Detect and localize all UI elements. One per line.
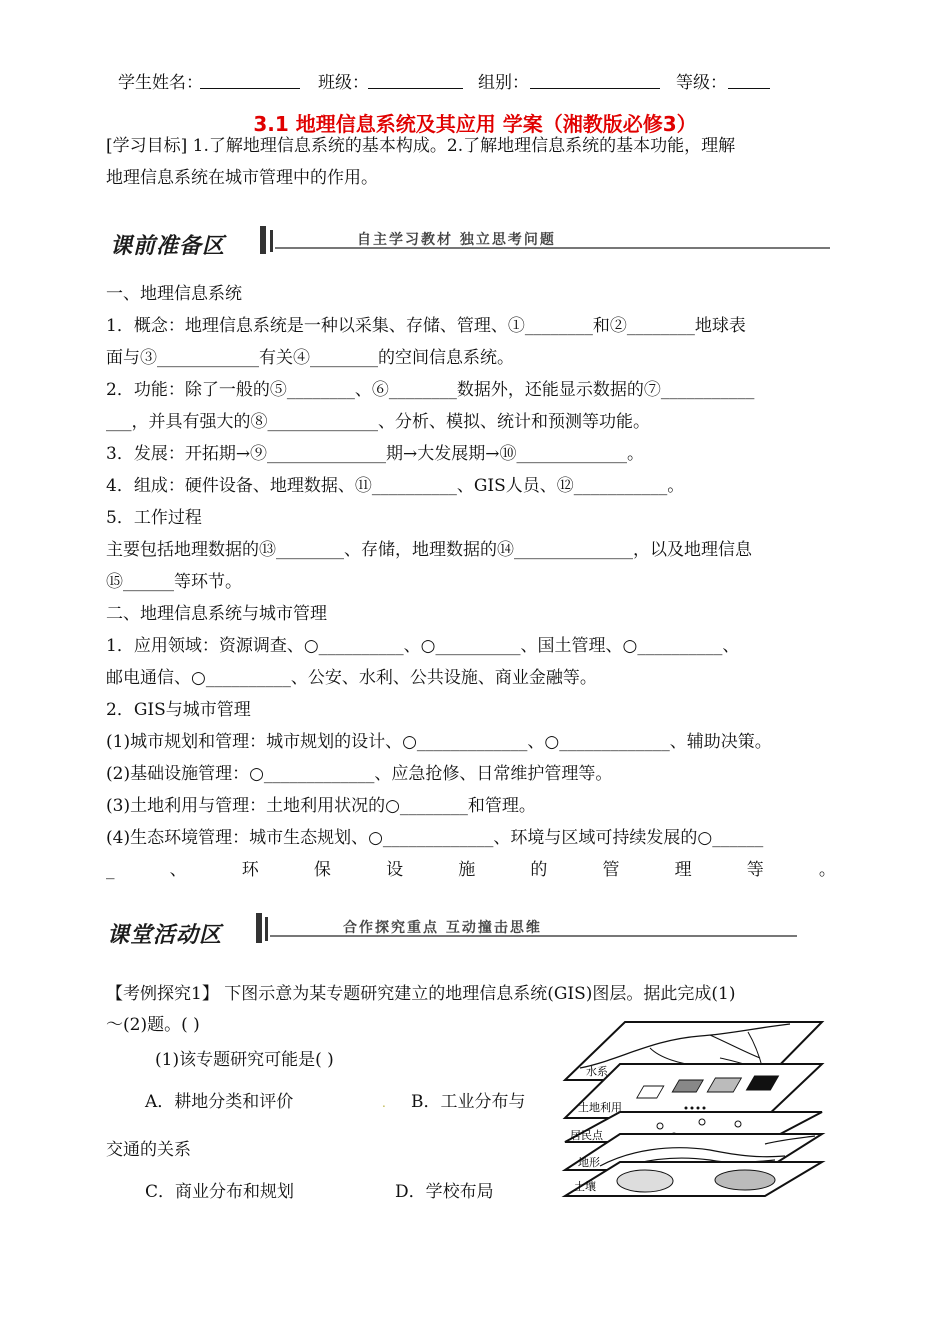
layer-label: 土地利用	[578, 1101, 622, 1114]
banner-title: 课堂活动区	[107, 923, 223, 948]
justified-char: 的	[530, 860, 548, 880]
option-b-continued: 交通的关系	[106, 1140, 191, 1160]
banner-subtitle: 自主学习教材 独立思考问题	[357, 232, 556, 248]
part1-line-8: 主要包括地理数据的⑬________、存储，地理数据的⑭______________，以及地理信息	[106, 540, 752, 560]
banner-divider	[256, 913, 262, 943]
class-label: 班级：	[318, 73, 369, 93]
justified-char: 设	[386, 860, 404, 880]
banner-divider	[260, 226, 266, 254]
justified-char: 保	[313, 860, 331, 880]
part2-line-8	[106, 860, 836, 880]
part1-heading: 一、地理信息系统	[106, 284, 242, 304]
layer-label: 土壤	[574, 1180, 596, 1193]
option-b-marker: .	[382, 1096, 386, 1110]
banner-subtitle: 合作探究重点 互动撞击思维	[343, 920, 542, 936]
justified-char: 、	[169, 860, 187, 880]
justified-char: 环	[241, 860, 259, 880]
objectives-line-2: 地理信息系统在城市管理中的作用。	[106, 168, 378, 188]
student-name-label: 学生姓名：	[118, 73, 203, 93]
part2-line-7: (4)生态环境管理：城市生态规划、○_____________、环境与区域可持续发展的○______	[106, 828, 764, 848]
part2-line-1: 1．应用领域：资源调查、○__________、○__________、国土管理、○__________、	[106, 636, 740, 656]
banner-divider-thin	[270, 230, 273, 252]
question-1: (1)该专题研究可能是( )	[155, 1050, 334, 1070]
justified-char: 等	[746, 860, 764, 880]
layer-label: 地形	[578, 1156, 600, 1169]
grade-label: 等级：	[676, 73, 727, 93]
part1-line-9: ⑮______等环节。	[106, 572, 242, 592]
part2-line-3: 2．GIS与城市管理	[106, 700, 251, 720]
page-title: 3.1 地理信息系统及其应用 学案（湘教版必修3）	[253, 112, 697, 136]
justified-char: 管	[602, 860, 620, 880]
part2-line-4: (1)城市规划和管理：城市规划的设计、○_____________、○_____________、辅助决策。	[106, 732, 772, 752]
banner-title: 课前准备区	[110, 234, 226, 259]
layer-label: 居民点	[570, 1129, 603, 1142]
group-blank	[530, 88, 660, 89]
option-a: A．耕地分类和评价	[145, 1092, 294, 1112]
part1-line-6: 4．组成：硬件设备、地理数据、⑪__________、GIS人员、⑫___________。	[106, 476, 685, 496]
part1-line-3: 2．功能：除了一般的⑤________、⑥________数据外，还能显示数据的⑦___________	[106, 380, 755, 400]
part2-line-6: (3)土地利用与管理：土地利用状况的○________和管理。	[106, 796, 536, 816]
part1-line-7: 5．工作过程	[106, 508, 202, 528]
name-blank	[200, 88, 300, 89]
example-line-2: ～(2)题。( )	[106, 1015, 200, 1035]
justified-char: _	[106, 860, 115, 880]
justified-char: 施	[458, 860, 476, 880]
part2-line-5: (2)基础设施管理：○_____________、应急抢修、日常维护管理等。	[106, 764, 613, 784]
banner-rule	[275, 247, 830, 249]
part1-line-4: ___，并具有强大的⑧_____________、分析、模拟、统计和预测等功能。	[106, 412, 650, 432]
class-blank	[368, 88, 463, 89]
part1-line-2: 面与③____________有关④________的空间信息系统。	[106, 348, 514, 368]
group-label: 组别：	[478, 73, 529, 93]
banner-rule	[270, 935, 797, 937]
part1-line-1: 1．概念：地理信息系统是一种以采集、存储、管理、①________和②________地球表	[106, 316, 746, 336]
option-d: D．学校布局	[395, 1182, 494, 1202]
banner-divider-thin	[265, 917, 268, 941]
justified-char: 。	[818, 860, 836, 880]
part2-heading: 二、地理信息系统与城市管理	[106, 604, 327, 624]
example-line-1: 【考例探究1】 下图示意为某专题研究建立的地理信息系统(GIS)图层。据此完成(1)	[106, 984, 736, 1004]
grade-blank	[728, 88, 770, 89]
option-b: B．工业分布与	[411, 1092, 526, 1112]
option-c: C．商业分布和规划	[145, 1182, 295, 1202]
part1-line-5: 3．发展：开拓期→⑨______________期→大发展期→⑩_____________。	[106, 444, 645, 464]
layer-label: 水系	[586, 1065, 608, 1078]
gis-layers-figure	[560, 1018, 830, 1208]
justified-char: 理	[674, 860, 692, 880]
objectives-line-1: [学习目标] 1.了解地理信息系统的基本构成。2.了解地理信息系统的基本功能，理解	[106, 136, 736, 156]
part2-line-2: 邮电通信、○__________、公安、水利、公共设施、商业金融等。	[106, 668, 597, 688]
